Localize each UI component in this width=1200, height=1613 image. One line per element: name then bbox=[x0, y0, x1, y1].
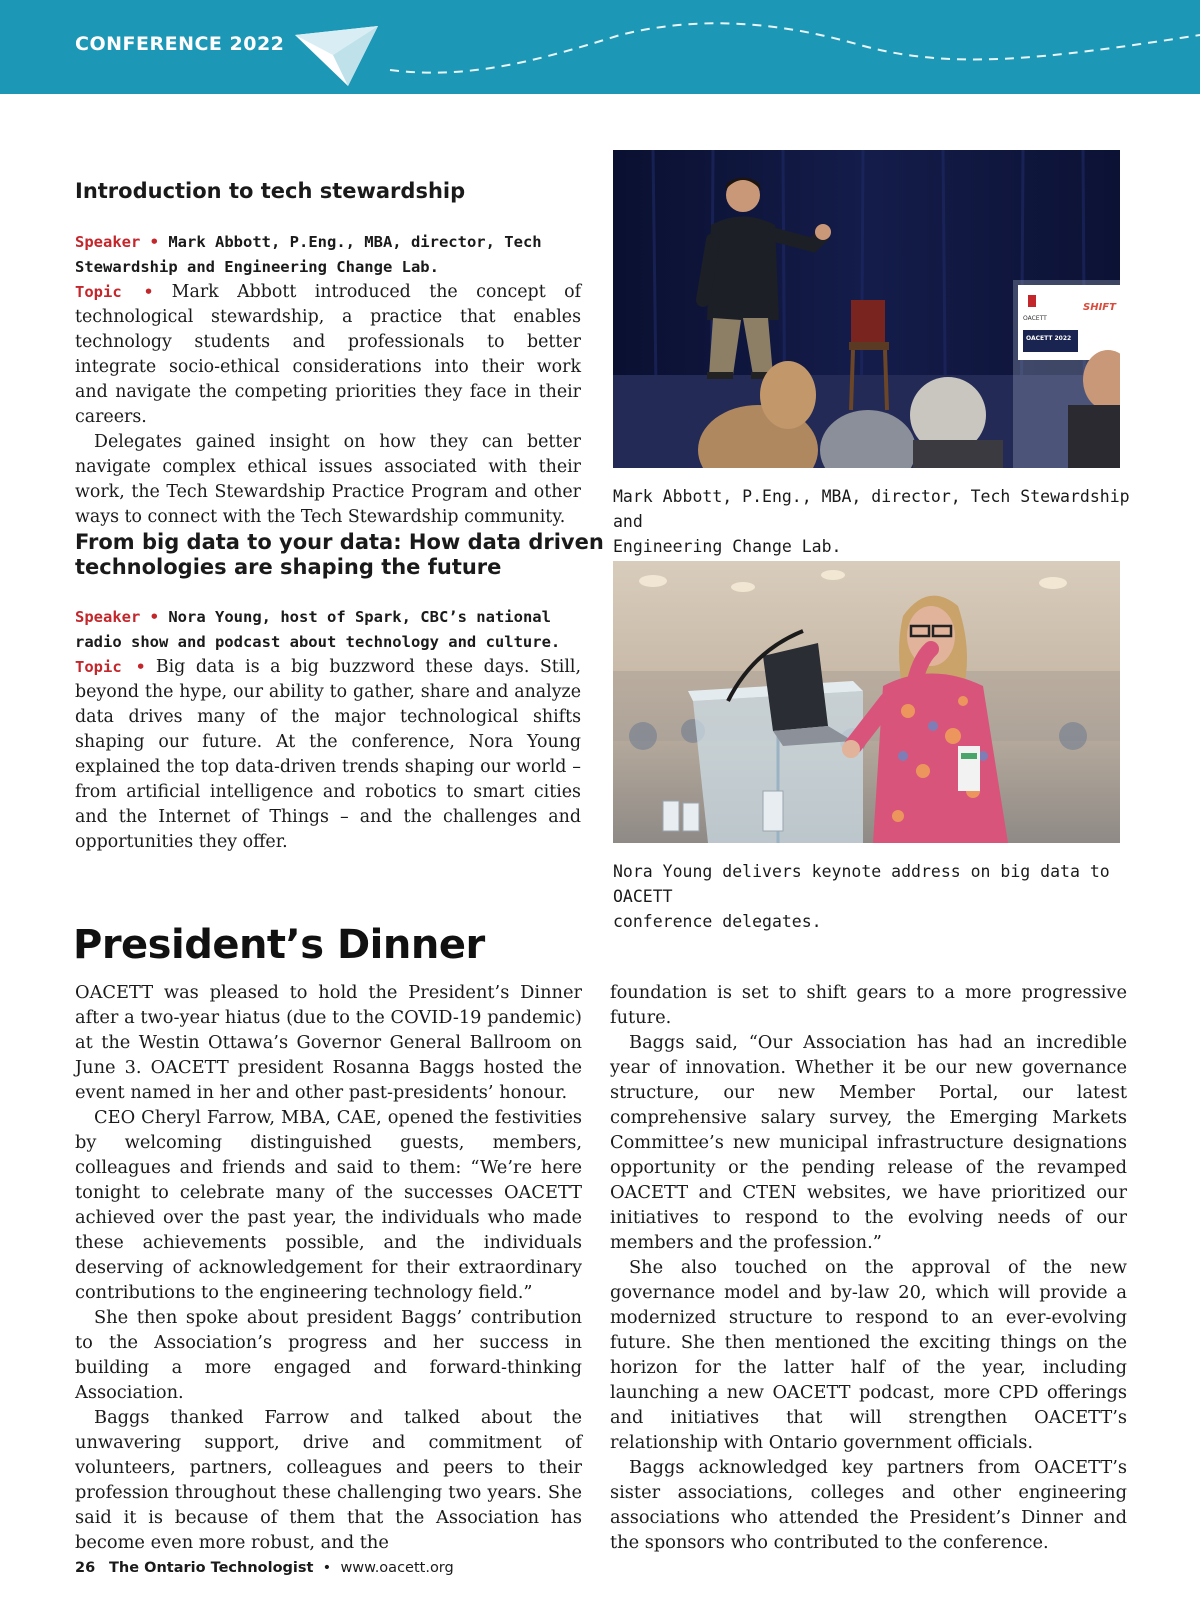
heading-line: technologies are shaping the future bbox=[75, 555, 502, 579]
page-number: 26 bbox=[75, 1560, 96, 1576]
footer-separator: • bbox=[322, 1560, 332, 1576]
speaker-label: Speaker • bbox=[75, 608, 159, 626]
paragraph: CEO Cheryl Farrow, MBA, CAE, opened the festivities by welcoming distinguished guests, members, colleagues and friends and said to them: “We’re here tonight to celebrate many of the successes OACETT achieved over the past year, the individuals who made these achievements possible, and the individuals deserving of acknowledgement for their extraordinary contributions to the engineering technology field.” bbox=[75, 1107, 582, 1303]
caption-line: Mark Abbott, P.Eng., MBA, director, Tech Stewardship and bbox=[613, 487, 1130, 531]
header-band bbox=[0, 0, 1200, 94]
speaker-name: Mark Abbott, P.Eng., MBA, director, Tech Stewardship and Engineering Change Lab. bbox=[75, 233, 542, 276]
paragraph: OACETT was pleased to hold the President’s Dinner after a two-year hiatus (due to the COVID-19 pandemic) at the Westin Ottawa’s Governor General Ballroom on June 3. OACETT president Rosanna Baggs hosted the event named in her and other past-presidents’ honour. bbox=[75, 982, 582, 1103]
website-link[interactable]: www.oacett.org bbox=[340, 1560, 454, 1576]
caption-line: Engineering Change Lab. bbox=[613, 537, 842, 556]
photo-mark-abbott bbox=[613, 150, 1120, 468]
sign-text: OACETT 2022 bbox=[1026, 335, 1072, 342]
photo-nora-young bbox=[613, 561, 1120, 843]
dinner-column-left bbox=[75, 980, 582, 1555]
topic-text: Big data is a big buzzword these days. Still, beyond the hype, our ability to gather, share and analyze data drives many of the major technological shifts shaping our future. At the conference, Nora Young explained the top data-driven trends shaping our world – from artificial intelligence and robotics to smart cities and the Internet of Things – and the challenges and opportunities they offer. bbox=[75, 657, 581, 852]
article-heading: Introduction to tech stewardship bbox=[75, 179, 466, 203]
section-heading: President’s Dinner bbox=[73, 922, 485, 968]
sign-brand: OACETT bbox=[1023, 315, 1047, 322]
paragraph: She also touched on the approval of the new governance model and by-law 20, which will provide a modernized structure to respond to an ever-evolving future. She then mentioned the exciting things on the horizon for the latter half of the year, including launching a new OACETT podcast, more CPD offerings and initiatives that will strengthen OACETT’s relationship with Ontario government officials. bbox=[610, 1257, 1127, 1453]
topic-paragraph bbox=[75, 280, 581, 430]
paragraph: foundation is set to shift gears to a more progressive future. bbox=[610, 982, 1127, 1028]
publication-name: The Ontario Technologist bbox=[109, 1560, 314, 1576]
section-title: CONFERENCE 2022 bbox=[75, 33, 285, 55]
page-footer bbox=[75, 1560, 454, 1576]
topic-label: Topic • bbox=[75, 658, 146, 676]
heading-line: From big data to your data: How data driven bbox=[75, 530, 604, 554]
paragraph: Baggs thanked Farrow and talked about the unwavering support, drive and commitment of volunteers, partners, colleagues and peers to their profession throughout these challenging two years. She said it is because of them that the Association has become even more robust, and the bbox=[75, 1407, 582, 1553]
sign-shift: SHIFT bbox=[1083, 302, 1116, 313]
paragraph: Baggs acknowledged key partners from OACETT’s sister associations, colleges and other engineering associations who attended the President’s Dinner and the sponsors who contributed to the conference. bbox=[610, 1457, 1127, 1553]
photo-caption bbox=[613, 859, 1133, 934]
topic-label: Topic • bbox=[75, 283, 154, 301]
photo-caption bbox=[613, 484, 1133, 559]
speaker-line bbox=[75, 605, 581, 655]
speaker-name: Nora Young, host of Spark, CBC’s national radio show and podcast about technology and culture. bbox=[75, 608, 561, 651]
speaker-label: Speaker • bbox=[75, 233, 159, 251]
article-heading bbox=[75, 530, 604, 580]
dinner-column-right bbox=[610, 980, 1127, 1555]
paragraph: Baggs said, “Our Association has had an incredible year of innovation. Whether it be our new governance structure, our new Member Portal, our latest comprehensive salary survey, the Emerging Markets Committee’s new municipal infrastructure designations opportunity or the pending release of the revamped OACETT and CTEN websites, we have prioritized our initiatives to respond to the evolving needs of our members and the profession.” bbox=[610, 1032, 1127, 1253]
article1-body bbox=[75, 280, 581, 530]
paragraph: Delegates gained insight on how they can better navigate complex ethical issues associated with their work, the Tech Stewardship Practice Program and other ways to connect with the Tech Stewardship community. bbox=[75, 432, 581, 527]
caption-line: conference delegates. bbox=[613, 912, 822, 931]
paper-plane-icon bbox=[295, 26, 378, 86]
paragraph: She then spoke about president Baggs’ contribution to the Association’s progress and her success in building a more engaged and forward-thinking Association. bbox=[75, 1307, 582, 1403]
topic-text: Mark Abbott introduced the concept of technological stewardship, a practice that enables technology students and professionals to better integrate socio-ethical considerations into their work and navigate the competing priorities they face in their careers. bbox=[75, 282, 581, 427]
article2-body bbox=[75, 655, 581, 855]
topic-paragraph bbox=[75, 655, 581, 855]
speaker-line bbox=[75, 230, 581, 280]
caption-line: Nora Young delivers keynote address on big data to OACETT bbox=[613, 862, 1110, 906]
